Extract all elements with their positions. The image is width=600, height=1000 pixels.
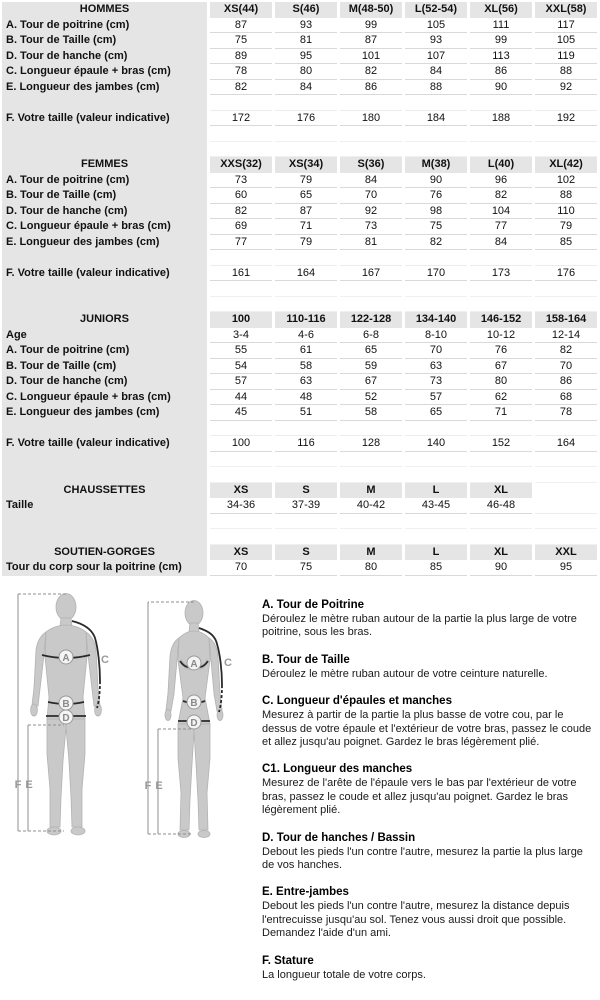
value-cell [470,95,532,111]
value-cell: 128 [340,436,402,452]
row-label: D. Tour de hanche (cm) [2,204,207,220]
value-cell: 4-6 [275,328,337,344]
measure-label-d: D [190,718,198,729]
size-header: XL [470,483,532,499]
spacer [210,142,272,158]
row-label: F. Votre taille (valeur indicative) [2,266,207,282]
value-cell: 80 [470,374,532,390]
value-cell [535,95,597,111]
value-cell: 173 [470,266,532,282]
value-cell: 80 [340,560,402,576]
value-cell: 164 [535,436,597,452]
spacer [470,297,532,313]
value-cell: 80 [275,64,337,80]
value-cell: 90 [470,80,532,96]
value-cell: 70 [210,560,272,576]
value-cell: 99 [340,18,402,34]
value-cell: 57 [210,374,272,390]
spacer [275,452,337,468]
instruction-body: La longueur totale de votre corps. [262,968,426,981]
value-cell: 12-14 [535,328,597,344]
value-cell [470,421,532,437]
value-cell [210,421,272,437]
value-cell: 3-4 [210,328,272,344]
table-title: HOMMES [2,2,207,18]
size-header [535,483,597,499]
spacer [535,281,597,297]
spacer [210,467,272,483]
value-cell: 43-45 [405,498,467,514]
size-header: XS [210,545,272,561]
value-cell: 152 [470,436,532,452]
measure-label-f: F [14,779,22,791]
value-cell: 85 [405,560,467,576]
size-header: S(36) [340,157,402,173]
row-label [2,421,207,437]
value-cell: 76 [405,188,467,204]
value-cell: 113 [470,49,532,65]
value-cell [535,498,597,514]
spacer [275,297,337,313]
row-label [2,95,207,111]
value-cell: 73 [405,374,467,390]
spacer [2,126,207,142]
spacer [210,281,272,297]
spacer [340,529,402,545]
value-cell: 63 [275,374,337,390]
row-label: C. Longueur épaule + bras (cm) [2,64,207,80]
value-cell: 110 [535,204,597,220]
spacer [275,467,337,483]
value-cell: 71 [275,219,337,235]
spacer [535,514,597,530]
spacer [2,529,207,545]
row-label: D. Tour de hanche (cm) [2,49,207,65]
instruction-body: Déroulez le mètre ruban autour de votre ceinture naturelle. [262,667,548,680]
value-cell: 87 [210,18,272,34]
value-cell: 78 [535,405,597,421]
row-label: F. Votre taille (valeur indicative) [2,436,207,452]
value-cell: 88 [405,80,467,96]
value-cell [535,421,597,437]
value-cell [340,421,402,437]
size-header: S [275,545,337,561]
value-cell: 176 [535,266,597,282]
size-header: XXL(58) [535,2,597,18]
value-cell: 107 [405,49,467,65]
value-cell: 54 [210,359,272,375]
spacer [535,452,597,468]
row-label: Tour du corp sour la poitrine (cm) [2,560,207,576]
value-cell: 40-42 [340,498,402,514]
value-cell: 37-39 [275,498,337,514]
value-cell [405,95,467,111]
value-cell: 45 [210,405,272,421]
measure-label-c: C [101,654,109,666]
spacer [340,297,402,313]
row-label: D. Tour de hanche (cm) [2,374,207,390]
instruction-title: C. Longueur d'épaules et manches [262,695,452,708]
spacer [470,467,532,483]
size-header: L(40) [470,157,532,173]
value-cell [210,250,272,266]
spacer [340,281,402,297]
row-label: Age [2,328,207,344]
male-figure [6,591,114,843]
size-header: L [405,545,467,561]
size-header: XL [470,545,532,561]
size-header: L [405,483,467,499]
instruction-title: E. Entre-jambes [262,886,349,899]
spacer [210,297,272,313]
value-cell: 84 [470,235,532,251]
value-cell: 44 [210,390,272,406]
spacer [470,142,532,158]
measure-label-f: F [144,780,152,792]
value-cell: 117 [535,18,597,34]
measure-label-b: B [62,699,70,710]
value-cell: 89 [210,49,272,65]
size-header: XS(34) [275,157,337,173]
value-cell: 67 [340,374,402,390]
size-header: M [340,545,402,561]
measure-label-a: A [62,653,70,664]
row-label: F. Votre taille (valeur indicative) [2,111,207,127]
value-cell: 81 [340,235,402,251]
value-cell: 93 [275,18,337,34]
spacer [405,529,467,545]
size-header: M(48-50) [340,2,402,18]
size-header: 110-116 [275,312,337,328]
spacer [210,452,272,468]
value-cell: 79 [275,235,337,251]
spacer [275,281,337,297]
spacer [2,281,207,297]
value-cell [275,250,337,266]
value-cell: 82 [210,80,272,96]
spacer [340,452,402,468]
value-cell: 67 [470,359,532,375]
value-cell: 87 [340,33,402,49]
row-label: A. Tour de poitrine (cm) [2,173,207,189]
size-header: 122-128 [340,312,402,328]
measure-label-d: D [62,713,70,724]
value-cell: 85 [535,235,597,251]
size-header: L(52-54) [405,2,467,18]
value-cell: 88 [535,188,597,204]
value-cell: 140 [405,436,467,452]
instruction-title: F. Stature [262,954,314,967]
spacer [405,514,467,530]
value-cell: 172 [210,111,272,127]
value-cell: 82 [535,343,597,359]
value-cell: 95 [275,49,337,65]
value-cell: 52 [340,390,402,406]
value-cell: 86 [535,374,597,390]
row-label: Taille [2,498,207,514]
spacer [535,529,597,545]
spacer [405,126,467,142]
table-title: SOUTIEN-GORGES [2,545,207,561]
value-cell: 161 [210,266,272,282]
value-cell [405,250,467,266]
size-header: 100 [210,312,272,328]
value-cell: 68 [535,390,597,406]
value-cell [470,250,532,266]
spacer [405,142,467,158]
table-title: FEMMES [2,157,207,173]
size-header: S(46) [275,2,337,18]
value-cell: 71 [470,405,532,421]
row-label: E. Longueur des jambes (cm) [2,405,207,421]
value-cell: 105 [405,18,467,34]
spacer [2,142,207,158]
value-cell: 78 [210,64,272,80]
row-label: C. Longueur épaule + bras (cm) [2,219,207,235]
spacer [340,514,402,530]
value-cell: 6-8 [340,328,402,344]
value-cell: 102 [535,173,597,189]
female-figure [138,598,240,844]
spacer [470,452,532,468]
measure-label-b: B [190,698,198,709]
measure-label-a: A [190,659,198,670]
value-cell: 98 [405,204,467,220]
spacer [275,529,337,545]
spacer [405,467,467,483]
value-cell: 184 [405,111,467,127]
value-cell: 55 [210,343,272,359]
value-cell: 48 [275,390,337,406]
value-cell: 77 [470,219,532,235]
spacer [470,529,532,545]
measure-label-e: E [155,780,163,792]
size-header: XXS(32) [210,157,272,173]
value-cell [405,421,467,437]
spacer [405,281,467,297]
instruction-body: Debout les pieds l'un contre l'autre, mesurez la partie la plus large de vos hanches. [262,845,583,872]
value-cell: 79 [275,173,337,189]
spacer [2,297,207,313]
value-cell: 79 [535,219,597,235]
measure-label-e: E [25,779,33,791]
spacer [340,126,402,142]
value-cell: 111 [470,18,532,34]
value-cell: 104 [470,204,532,220]
value-cell: 82 [405,235,467,251]
value-cell [210,95,272,111]
value-cell: 84 [405,64,467,80]
table-title: CHAUSSETTES [2,483,207,499]
row-label: E. Longueur des jambes (cm) [2,80,207,96]
value-cell: 84 [275,80,337,96]
value-cell: 65 [275,188,337,204]
value-cell: 119 [535,49,597,65]
value-cell [275,95,337,111]
instruction-title: A. Tour de Poitrine [262,599,365,611]
value-cell: 99 [470,33,532,49]
instruction-body: Debout les pieds l'un contre l'autre, mesurez la distance depuis l'entrecuisse jusqu'au sol. Tenez vous aussi droit que possible. Demandez l'aide d'un ami. [262,900,570,940]
size-header: XL(42) [535,157,597,173]
value-cell: 92 [535,80,597,96]
row-label: A. Tour de poitrine (cm) [2,18,207,34]
value-cell: 101 [340,49,402,65]
instruction-body: Mesurez à partir de la partie la plus basse de votre cou, par le dessus de votre épaule et l'extérieur de votre bras, passez le coude et allez jusqu'au poignet. Gardez le bras légèrement plié. [262,709,592,749]
value-cell: 8-10 [405,328,467,344]
spacer [210,514,272,530]
value-cell: 88 [535,64,597,80]
value-cell: 63 [405,359,467,375]
value-cell: 92 [340,204,402,220]
row-label [2,250,207,266]
spacer [210,126,272,142]
size-header: XS(44) [210,2,272,18]
value-cell [340,250,402,266]
size-header: 146-152 [470,312,532,328]
value-cell: 62 [470,390,532,406]
size-header: M(38) [405,157,467,173]
value-cell [535,250,597,266]
row-label: B. Tour de Taille (cm) [2,188,207,204]
value-cell: 69 [210,219,272,235]
value-cell: 81 [275,33,337,49]
measure-label-c: C [224,657,232,669]
value-cell: 116 [275,436,337,452]
value-cell: 73 [210,173,272,189]
value-cell: 65 [405,405,467,421]
spacer [470,126,532,142]
value-cell: 82 [340,64,402,80]
value-cell: 93 [405,33,467,49]
size-header: XS [210,483,272,499]
value-cell: 82 [470,188,532,204]
value-cell: 65 [340,343,402,359]
spacer [275,514,337,530]
spacer [2,452,207,468]
value-cell: 96 [470,173,532,189]
value-cell: 70 [535,359,597,375]
spacer [340,467,402,483]
instruction-title: B. Tour de Taille [262,653,350,666]
spacer [470,514,532,530]
spacer [340,142,402,158]
value-cell: 188 [470,111,532,127]
row-label: B. Tour de Taille (cm) [2,359,207,375]
size-header: XXL [535,545,597,561]
value-cell [340,95,402,111]
value-cell: 10-12 [470,328,532,344]
value-cell: 176 [275,111,337,127]
value-cell: 164 [275,266,337,282]
spacer [470,281,532,297]
spacer [275,126,337,142]
size-header: 158-164 [535,312,597,328]
value-cell: 59 [340,359,402,375]
instruction-title: D. Tour de hanches / Bassin [262,831,416,844]
spacer [405,452,467,468]
value-cell: 170 [405,266,467,282]
value-cell: 58 [340,405,402,421]
value-cell: 192 [535,111,597,127]
spacer [535,126,597,142]
value-cell: 95 [535,560,597,576]
value-cell: 75 [405,219,467,235]
value-cell: 58 [275,359,337,375]
value-cell: 61 [275,343,337,359]
value-cell: 77 [210,235,272,251]
spacer [210,529,272,545]
value-cell: 34-36 [210,498,272,514]
spacer [2,514,207,530]
row-label: A. Tour de poitrine (cm) [2,343,207,359]
spacer [535,297,597,313]
value-cell: 180 [340,111,402,127]
value-cell: 51 [275,405,337,421]
row-label: C. Longueur épaule + bras (cm) [2,390,207,406]
value-cell [275,421,337,437]
value-cell: 75 [275,560,337,576]
value-cell: 60 [210,188,272,204]
size-header: S [275,483,337,499]
spacer [2,467,207,483]
spacer [535,142,597,158]
measure-instructions [262,592,596,989]
value-cell: 90 [470,560,532,576]
row-label: E. Longueur des jambes (cm) [2,235,207,251]
instruction-body: Mesurez de l'arête de l'épaule vers le bas par l'extérieur de votre bras, passez le coude et allez jusqu'au poignet. Gardez le bras légèrement plié. [262,777,577,817]
instruction-body: Déroulez le mètre ruban autour de la partie la plus large de votre poitrine, sous les bras. [262,613,577,639]
value-cell: 87 [275,204,337,220]
size-tables [2,2,597,576]
value-cell: 76 [470,343,532,359]
instruction-title: C1. Longueur des manches [262,763,413,776]
value-cell: 86 [470,64,532,80]
size-header: XL(56) [470,2,532,18]
spacer [275,142,337,158]
value-cell: 84 [340,173,402,189]
table-title: JUNIORS [2,312,207,328]
value-cell: 82 [210,204,272,220]
value-cell: 46-48 [470,498,532,514]
size-header: M [340,483,402,499]
row-label: B. Tour de Taille (cm) [2,33,207,49]
spacer [405,297,467,313]
value-cell: 167 [340,266,402,282]
value-cell: 86 [340,80,402,96]
value-cell: 73 [340,219,402,235]
spacer [535,467,597,483]
value-cell: 100 [210,436,272,452]
value-cell: 75 [210,33,272,49]
value-cell: 70 [340,188,402,204]
size-header: 134-140 [405,312,467,328]
value-cell: 57 [405,390,467,406]
value-cell: 90 [405,173,467,189]
value-cell: 105 [535,33,597,49]
value-cell: 70 [405,343,467,359]
